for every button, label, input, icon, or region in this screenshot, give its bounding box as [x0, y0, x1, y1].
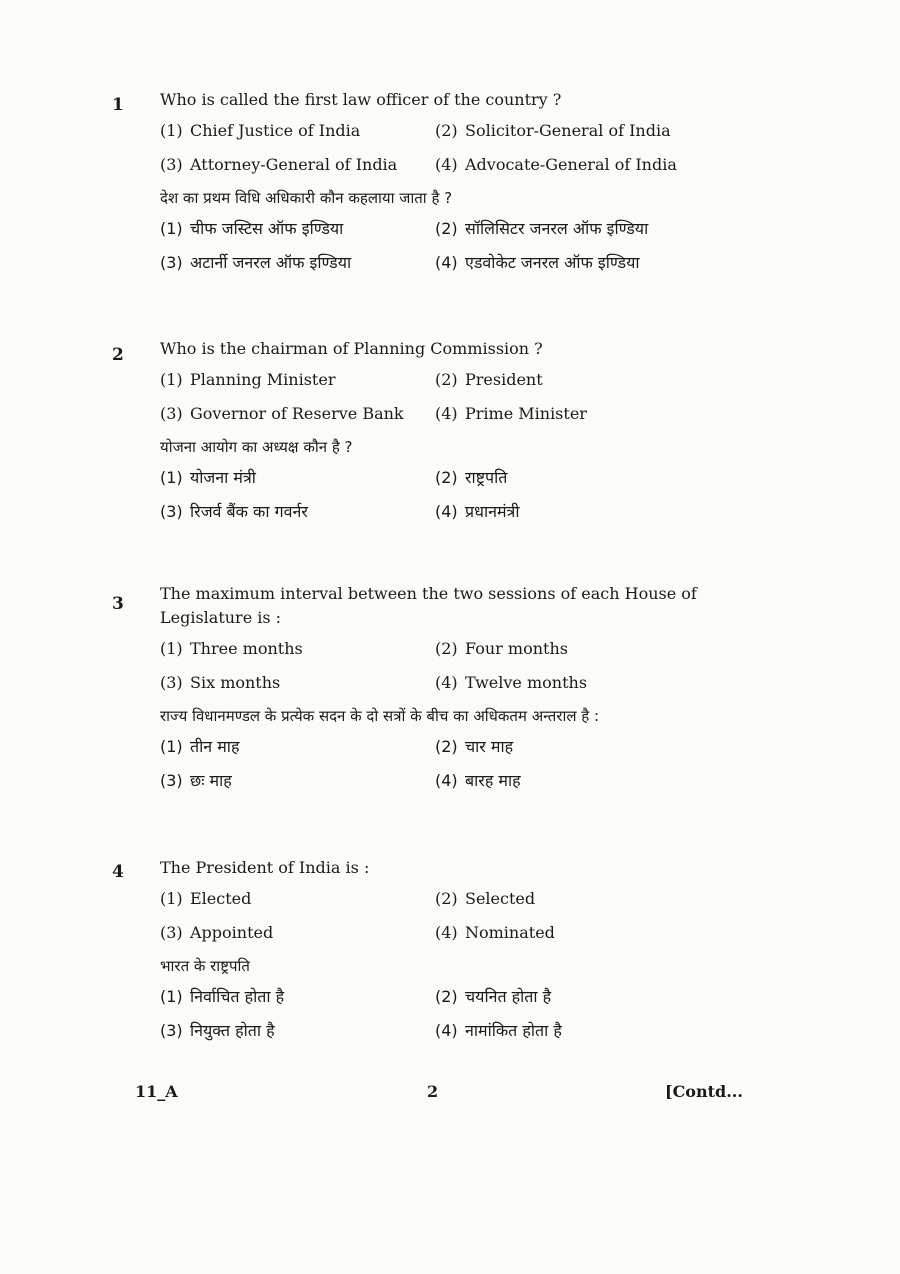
question-4 [160, 856, 740, 1052]
option-2: (2) सॉलिसिटर जनरल ऑफ इण्डिया [435, 219, 649, 238]
question-text-en: The maximum interval between the two sessions of each House of Legislature is : [160, 584, 697, 627]
question-text-en: Who is called the first law officer of the country ? [160, 90, 562, 109]
question-1 [160, 88, 740, 284]
question-text-hi: राज्य विधानमण्डल के प्रत्येक सदन के दो सत्रों के बीच का अधिकतम अन्तराल है : [160, 707, 600, 725]
option-1: (1) चीफ जस्टिस ऑफ इण्डिया [160, 219, 344, 238]
question-text-hi: भारत के राष्ट्रपति [160, 957, 250, 975]
question-text-en: Who is the chairman of Planning Commission ? [160, 339, 543, 358]
option-2: (2) Selected [435, 889, 536, 908]
options-hi [160, 986, 740, 1042]
option-1: (1) योजना मंत्री [160, 468, 256, 487]
options-en [160, 888, 740, 944]
options-hi [160, 467, 740, 523]
options-hi [160, 218, 740, 274]
option-4: (4) प्रधानमंत्री [435, 502, 520, 521]
continued-label: [Contd... [665, 1082, 743, 1101]
option-1: (1) Chief Justice of India [160, 121, 361, 140]
option-3: (3) Governor of Reserve Bank [160, 404, 404, 423]
option-1: (1) निर्वाचित होता है [160, 987, 285, 1006]
option-2: (2) चयनित होता है [435, 987, 552, 1006]
option-2: (2) राष्ट्रपति [435, 468, 508, 487]
option-1: (1) तीन माह [160, 737, 240, 756]
question-number: 1 [112, 95, 124, 115]
option-3: (3) Attorney-General of India [160, 155, 398, 174]
question-number: 3 [112, 594, 124, 614]
option-1: (1) Elected [160, 889, 252, 908]
question-number: 4 [112, 862, 124, 882]
question-text-en: The President of India is : [160, 858, 370, 877]
option-1: (1) Planning Minister [160, 370, 336, 389]
option-4: (4) नामांकित होता है [435, 1021, 562, 1040]
page-number: 2 [427, 1082, 439, 1101]
option-2: (2) President [435, 370, 543, 389]
options-en [160, 120, 740, 176]
option-4: (4) Twelve months [435, 673, 588, 692]
option-4: (4) Advocate-General of India [435, 155, 677, 174]
option-1: (1) Three months [160, 639, 303, 658]
question-2 [160, 337, 740, 533]
question-text-hi: योजना आयोग का अध्यक्ष कौन है ? [160, 438, 353, 456]
option-3: (3) Six months [160, 673, 281, 692]
question-text-hi: देश का प्रथम विधि अधिकारी कौन कहलाया जाता है ? [160, 189, 453, 207]
option-4: (4) Nominated [435, 923, 555, 942]
option-3: (3) Appointed [160, 923, 274, 942]
option-2: (2) Solicitor-General of India [435, 121, 671, 140]
option-2: (2) Four months [435, 639, 568, 658]
options-en [160, 369, 740, 425]
question-3 [160, 582, 740, 802]
question-number: 2 [112, 345, 124, 365]
option-3: (3) छः माह [160, 771, 232, 790]
option-4: (4) बारह माह [435, 771, 521, 790]
option-4: (4) एडवोकेट जनरल ऑफ इण्डिया [435, 253, 640, 272]
option-3: (3) अटार्नी जनरल ऑफ इण्डिया [160, 253, 352, 272]
option-4: (4) Prime Minister [435, 404, 587, 423]
option-3: (3) रिजर्व बैंक का गवर्नर [160, 502, 308, 521]
option-2: (2) चार माह [435, 737, 514, 756]
paper-code: 11_A [135, 1082, 178, 1101]
option-3: (3) नियुक्त होता है [160, 1021, 275, 1040]
options-hi [160, 736, 740, 792]
options-en [160, 638, 740, 694]
